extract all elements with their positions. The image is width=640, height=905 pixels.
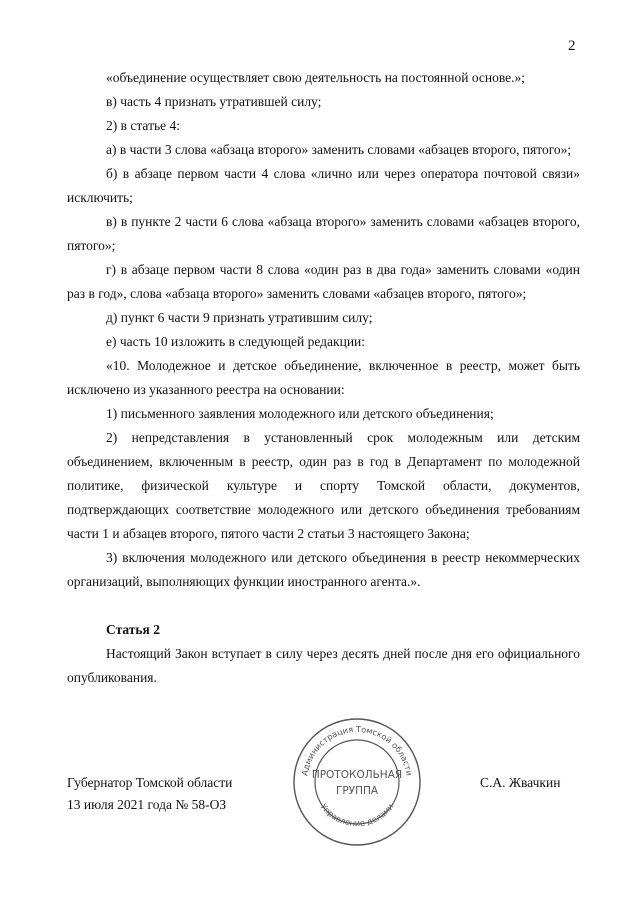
page-number: 2 (568, 38, 576, 54)
paragraph: б) в абзаце первом части 4 слова «лично или через оператора почтовой связи» исключить; (67, 166, 580, 205)
stamp-center-line2: ГРУППА (335, 785, 379, 797)
article-text: Настоящий Закон вступает в силу через десять дней после дня его официального опубликования. (67, 646, 580, 685)
law-date-number: 13 июля 2021 года № 58-ОЗ (67, 797, 227, 812)
governor-title: Губернатор Томской области (67, 775, 233, 790)
paragraph: 1) письменного заявления молодежного или детского объединения; (106, 406, 494, 421)
stamp-center-line1: ПРОТОКОЛЬНАЯ (311, 769, 403, 781)
paragraph: 2) непредставления в установленный срок молодежным или детским объединением, включенным в реестр, один раз в год в Департамент по молодежной политике, физической культуре и спорту Томской области, документов, подтверждающих соответствие молодежного или детского объединения требованиям части 1 и абзацев второго, пятого части 2 статьи 3 настоящего Закона; (67, 430, 580, 541)
paragraph: г) в абзаце первом части 8 слова «один раз в два года» заменить словами «один раз в год», слова «абзаца второго» заменить словами «абзацев второго, пятого»; (67, 262, 580, 301)
paragraph: е) часть 10 изложить в следующей редакции: (106, 334, 366, 349)
paragraph: д) пункт 6 части 9 признать утратившим силу; (106, 310, 373, 325)
paragraph: «10. Молодежное и детское объединение, включенное в реестр, может быть исключено из указанного реестра на основании: (67, 358, 580, 397)
stamp-ring-top: Администрация Томской области (299, 723, 415, 777)
signatory-name: С.А. Жвачкин (480, 775, 561, 790)
paragraph: 2) в статье 4: (106, 118, 180, 133)
paragraph: 3) включения молодежного или детского объединения в реестр некоммерческих организаций, выполняющих функции иностранного агента.». (67, 550, 580, 589)
article-heading: Статья 2 (106, 622, 160, 637)
document-body (67, 66, 580, 690)
stamp-ring-bottom: Управление делами (318, 801, 396, 829)
paragraph: в) часть 4 признать утратившей силу; (106, 94, 322, 109)
paragraph: а) в части 3 слова «абзаца второго» заменить словами «абзацев второго, пятого»; (106, 142, 572, 157)
paragraph: в) в пункте 2 части 6 слова «абзаца второго» заменить словами «абзацев второго, пятого»; (67, 214, 580, 253)
paragraph: «объединение осуществляет свою деятельность на постоянной основе.»; (106, 70, 526, 85)
signature-block (67, 772, 232, 816)
stamp-seal (291, 716, 423, 848)
